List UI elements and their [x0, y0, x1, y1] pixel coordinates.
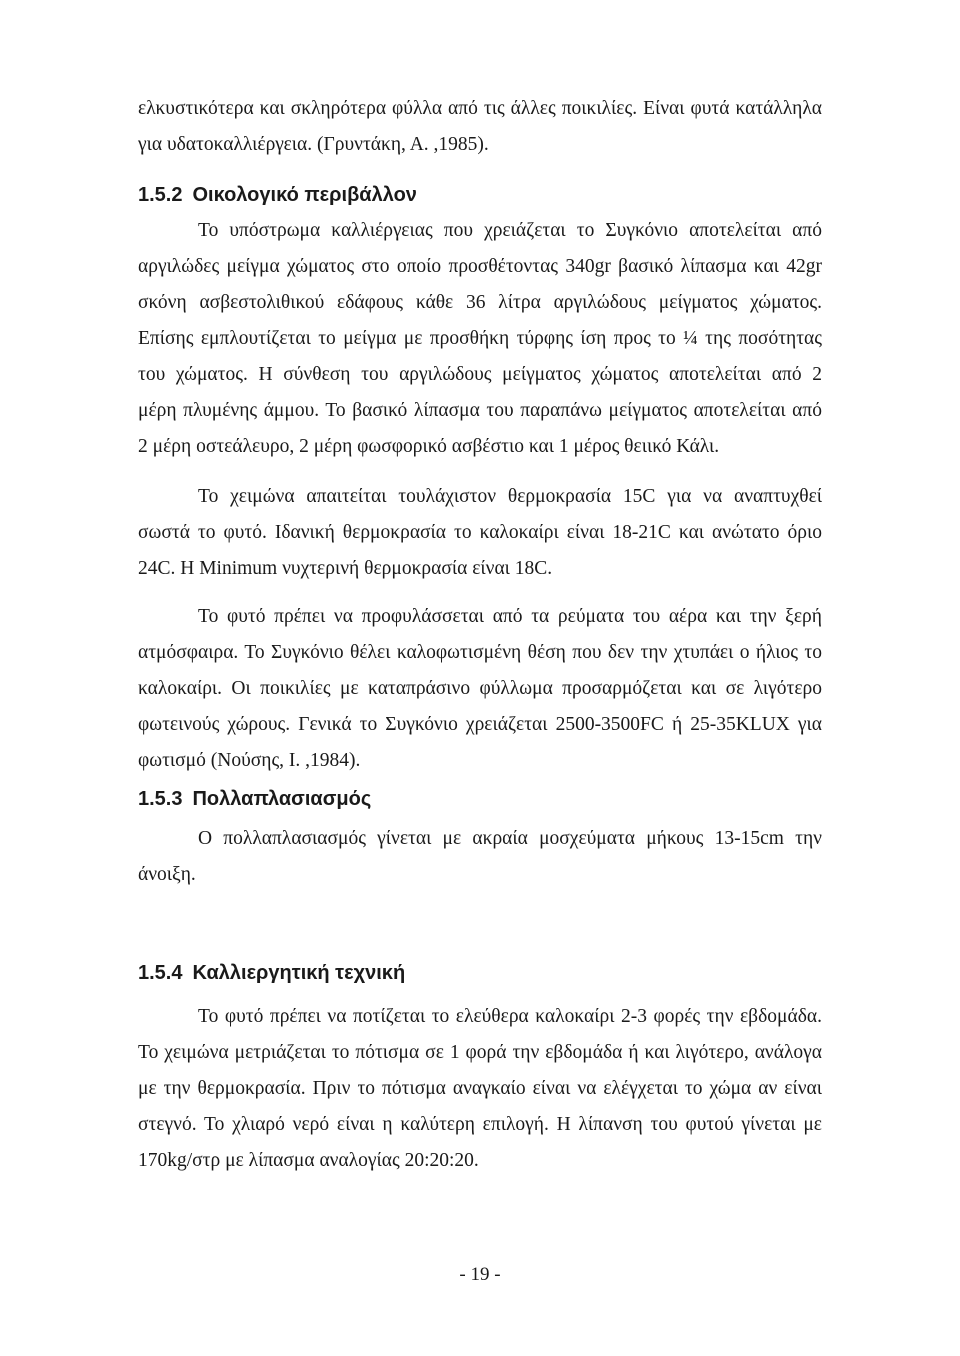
section-152-p1-line-6: μέρη πλυμένης άμμου. Το βασικό λίπασμα του παραπάνω μείγματος αποτελείται από	[138, 400, 822, 421]
section-152-p1-line-5: του χώματος. Η σύνθεση του αργιλώδους μείγματος χώματος αποτελείται από 2	[138, 364, 822, 385]
section-152-p1-line-3: σκόνη ασβεστολιθικού εδάφους κάθε 36 λίτρα αργιλώδους μείγματος χώματος.	[138, 292, 822, 313]
intro-line-2: για υδατοκαλλιέργεια. (Γρυντάκη, Α. ,1985).	[138, 134, 489, 155]
section-152-title: Οικολογικό περιβάλλον	[192, 184, 417, 206]
section-153-p1-line-2: άνοιξη.	[138, 864, 196, 885]
section-152-heading	[138, 182, 417, 208]
section-154-title: Καλλιεργητική τεχνική	[192, 962, 406, 984]
section-154-p1-line-1: Το φυτό πρέπει να ποτίζεται το ελεύθερα καλοκαίρι 2-3 φορές την εβδομάδα.	[198, 1006, 822, 1027]
section-152-p3-line-1: Το φυτό πρέπει να προφυλάσσεται από τα ρεύματα του αέρα και την ξερή	[198, 606, 822, 627]
section-152-p2-line-3: 24C. Η Minimum νυχτερινή θερμοκρασία είναι 18C.	[138, 558, 553, 579]
section-152-p2-line-2: σωστά το φυτό. Ιδανική θερμοκρασία το καλοκαίρι είναι 18-21C και ανώτατο όριο	[138, 522, 822, 543]
section-154-heading	[138, 960, 405, 986]
section-154-number: 1.5.4	[138, 962, 183, 984]
section-154-p1-line-2: Το χειμώνα μετριάζεται το πότισμα σε 1 φορά την εβδομάδα ή και λιγότερο, ανάλογα	[138, 1042, 822, 1063]
section-152-p3-line-5: φωτισμό (Νούσης, Ι. ,1984).	[138, 750, 361, 771]
section-153-heading	[138, 786, 371, 812]
section-152-p1-line-4: Επίσης εμπλουτίζεται το μείγμα με προσθήκη τύρφης ίση προς το ¼ της ποσότητας	[138, 328, 822, 349]
section-153-p1-line-1: Ο πολλαπλασιασμός γίνεται με ακραία μοσχεύματα μήκους 13-15cm την	[198, 828, 822, 849]
section-152-p3-line-4: φωτεινούς χώρους. Γενικά το Συγκόνιο χρειάζεται 2500-3500FC ή 25-35KLUX για	[138, 714, 822, 735]
section-153-number: 1.5.3	[138, 788, 183, 810]
section-152-p1-line-1: Το υπόστρωμα καλλιέργειας που χρειάζεται το Συγκόνιο αποτελείται από	[198, 220, 822, 241]
section-152-p2-line-1: Το χειμώνα απαιτείται τουλάχιστον θερμοκρασία 15C για να αναπτυχθεί	[198, 486, 822, 507]
page-number: - 19 -	[459, 1264, 501, 1285]
section-152-p3-line-3: καλοκαίρι. Οι ποικιλίες με καταπράσινο φύλλωμα προσαρμόζεται και σε λιγότερο	[138, 678, 822, 699]
section-154-p1-line-3: με την θερμοκρασία. Πριν το πότισμα αναγκαίο είναι να ελέγχεται το χώμα αν είναι	[138, 1078, 822, 1099]
section-152-p1-line-2: αργιλώδες μείγμα χώματος στο οποίο προσθέτοντας 340gr βασικό λίπασμα και 42gr	[138, 256, 822, 277]
section-154-p1-line-5: 170kg/στρ με λίπασμα αναλογίας 20:20:20.	[138, 1150, 479, 1171]
section-152-p1-line-7: 2 μέρη οστεάλευρο, 2 μέρη φωσφορικό ασβέστιο και 1 μέρος θειικό Κάλι.	[138, 436, 720, 457]
section-152-number: 1.5.2	[138, 184, 183, 206]
section-152-p3-line-2: ατμόσφαιρα. Το Συγκόνιο θέλει καλοφωτισμένη θέση που δεν την χτυπάει ο ήλιος το	[138, 642, 822, 663]
intro-line-1: ελκυστικότερα και σκληρότερα φύλλα από τις άλλες ποικιλίες. Είναι φυτά κατάλληλα	[138, 98, 822, 119]
section-154-p1-line-4: στεγνό. Το χλιαρό νερό είναι η καλύτερη επιλογή. Η λίπανση του φυτού γίνεται με	[138, 1114, 822, 1135]
section-153-title: Πολλαπλασιασμός	[192, 788, 372, 810]
